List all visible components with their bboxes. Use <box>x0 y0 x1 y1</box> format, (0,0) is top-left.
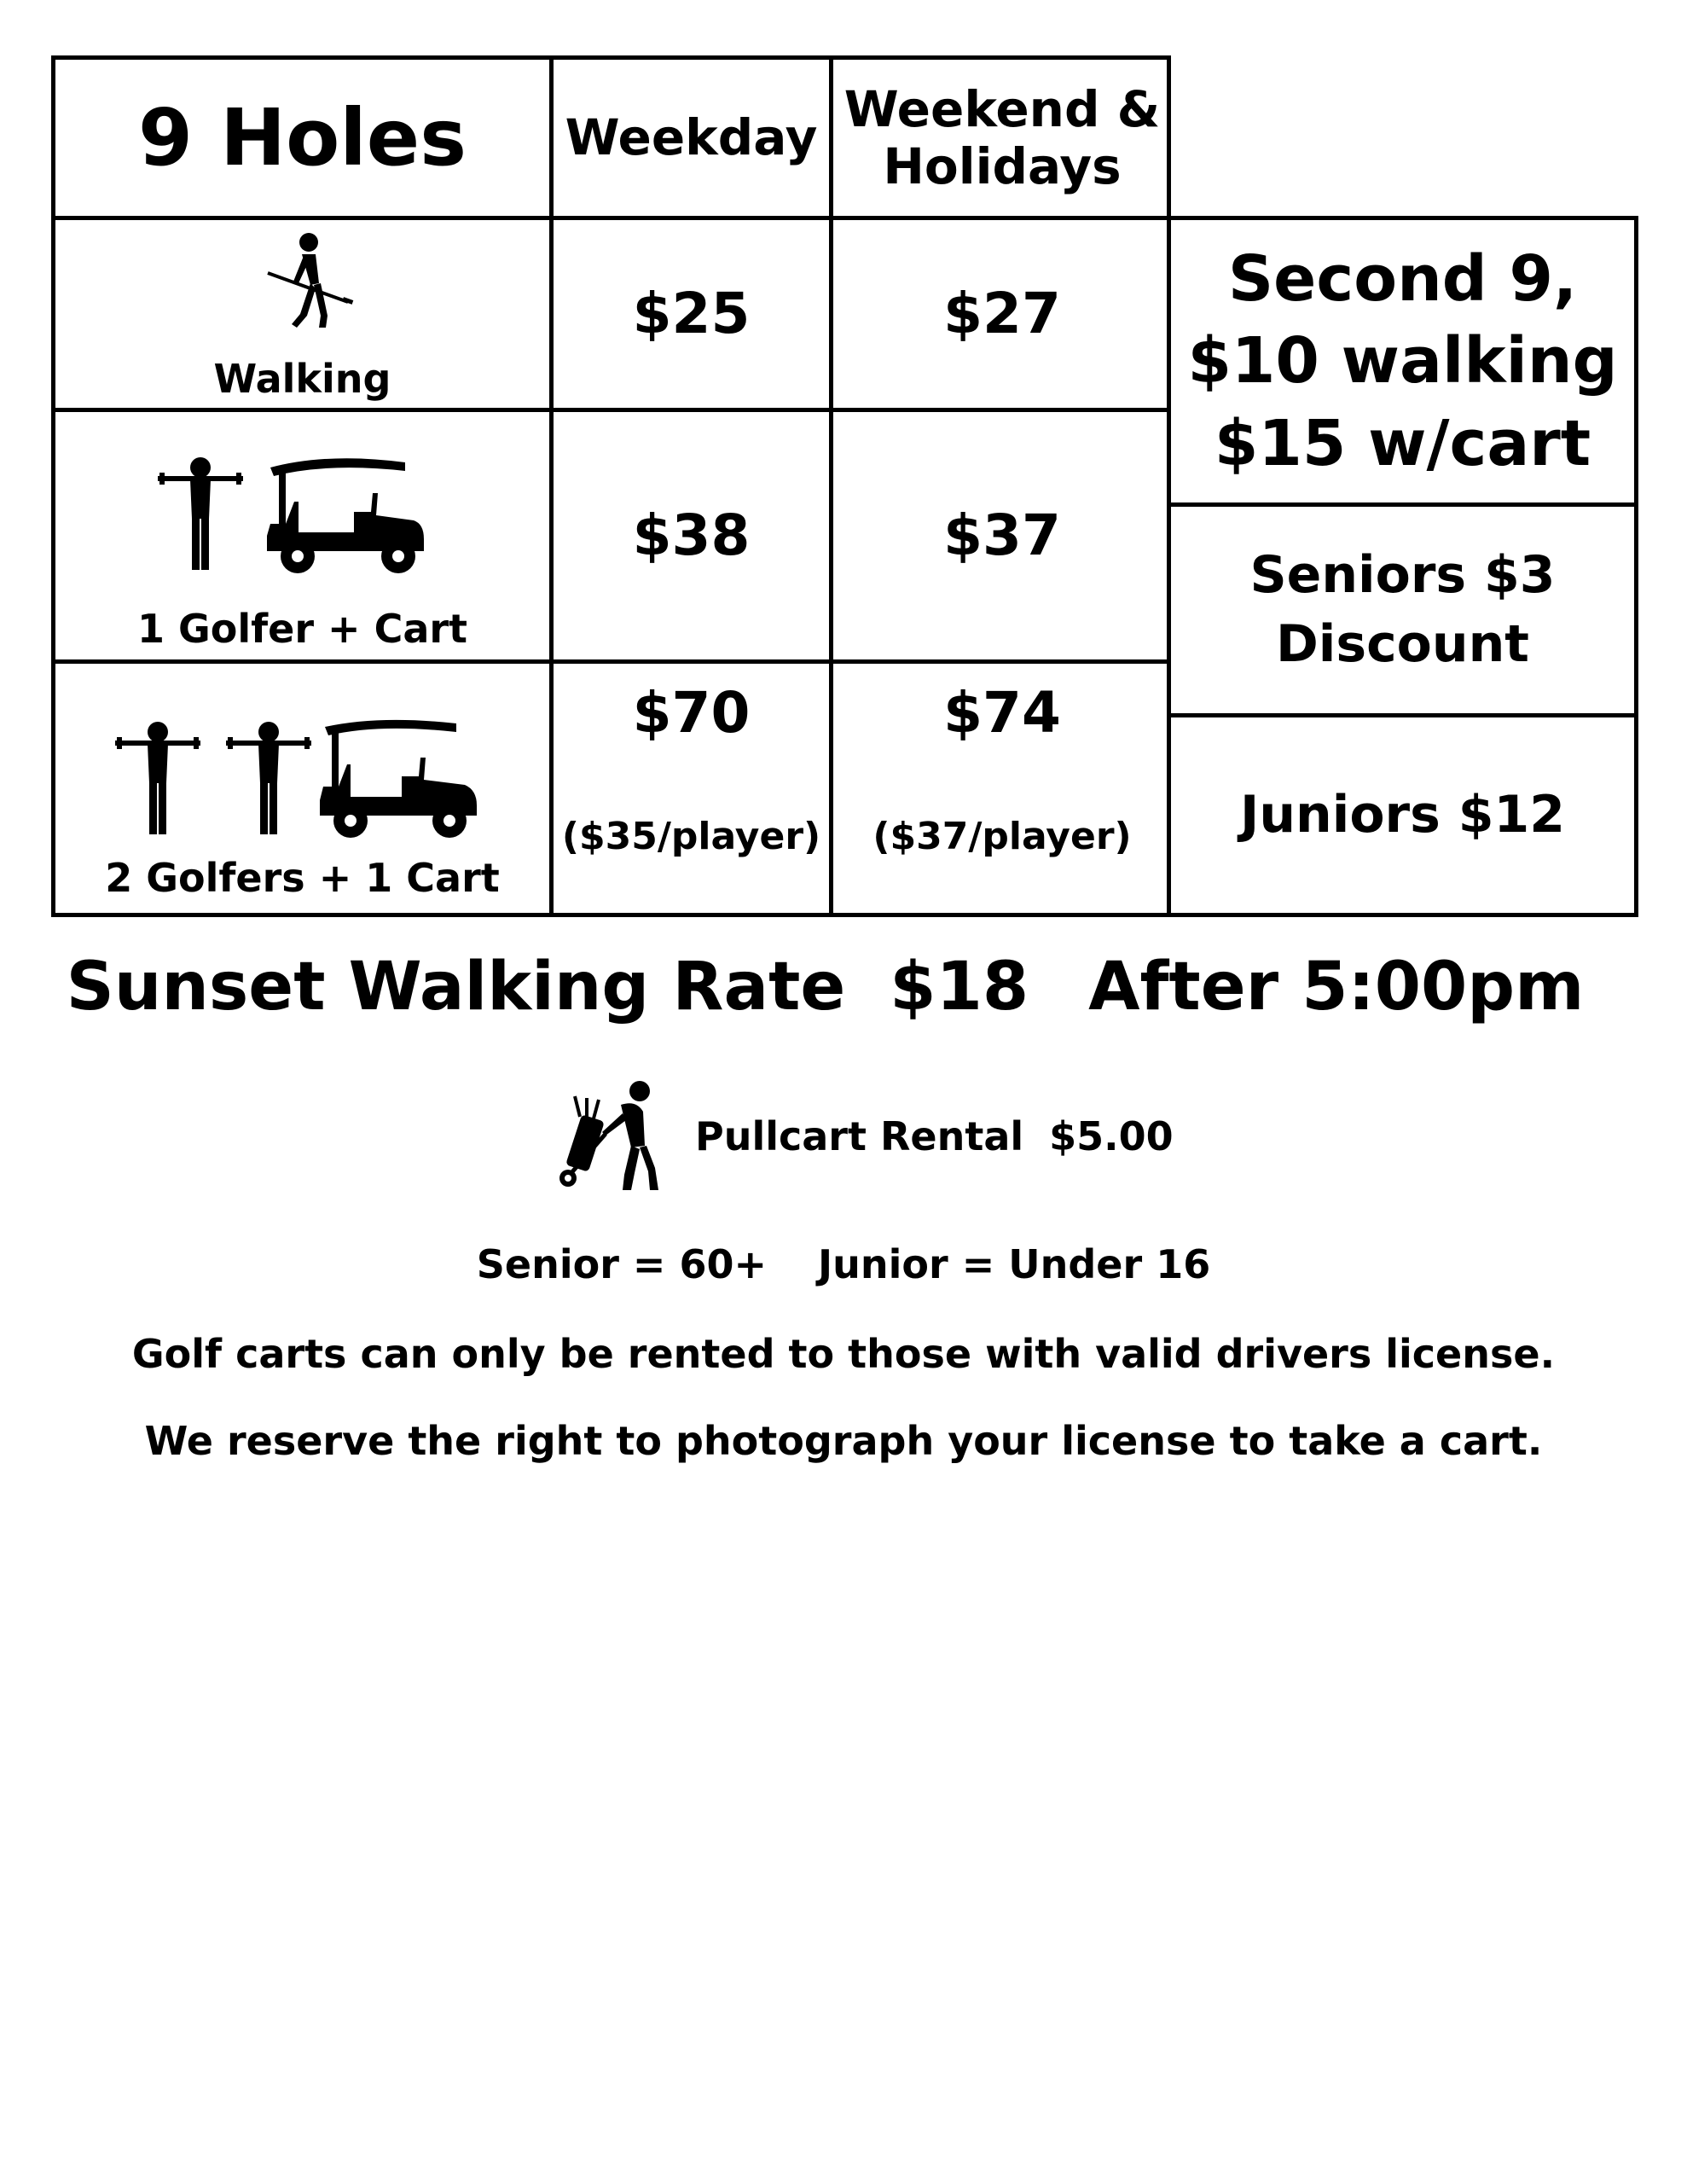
row-one-golfer-label: 1 Golfer + Cart <box>136 606 468 652</box>
seniors-line2: Discount <box>1276 614 1529 674</box>
row-one-golfer-weekday-price: $38 <box>632 502 751 569</box>
seniors-line1: Seniors $3 <box>1249 545 1556 605</box>
row-walking-weekday-cell <box>554 220 833 412</box>
row-walking-weekend-price: $27 <box>943 281 1061 347</box>
header-weekend-cell <box>833 60 1171 220</box>
header-weekday-cell <box>554 60 833 220</box>
weekday-header: Weekday <box>565 108 818 167</box>
license-note-1: Golf carts can only be rented to those with valid drivers license. <box>131 1331 1556 1377</box>
row-two-golfers-weekend-note: ($37/player) <box>872 815 1132 858</box>
row-walking-weekday-price: $25 <box>632 281 751 347</box>
row-two-golfers-label-cell <box>55 664 554 913</box>
header-title-cell <box>55 60 554 220</box>
seniors-discount-cell <box>1171 507 1634 717</box>
senior-definition: Senior = 60+ <box>476 1241 768 1287</box>
sunset-price: $18 <box>890 949 1029 1025</box>
row-two-golfers-weekend-price: $74 <box>943 680 1061 746</box>
row-one-golfer-weekend-cell <box>833 412 1171 664</box>
weekend-header-line1: Weekend & <box>844 79 1161 138</box>
row-one-golfer-weekday-cell <box>554 412 833 664</box>
row-walking-weekend-cell <box>833 220 1171 412</box>
pullcart-label: Pullcart Rental <box>695 1112 1024 1159</box>
junior-definition: Junior = Under 16 <box>818 1241 1211 1287</box>
row-two-golfers-weekday-price: $70 <box>632 680 751 746</box>
second-nine-line1: Second 9, <box>1227 242 1578 317</box>
sunset-time: After 5:00pm <box>1088 949 1585 1025</box>
golfer-with-cart-icon <box>158 450 448 578</box>
juniors-cell <box>1171 717 1634 913</box>
pullcart-golfer-icon <box>554 1079 665 1194</box>
row-two-golfers-label: 2 Golfers + 1 Cart <box>105 855 500 901</box>
table-title: 9 Holes <box>138 91 467 183</box>
row-one-golfer-weekend-price: $37 <box>943 502 1061 569</box>
row-two-golfers-weekday-note: ($35/player) <box>561 815 821 858</box>
row-walking-label: Walking <box>213 356 391 402</box>
second-nine-line3: $15 w/cart <box>1214 406 1591 480</box>
license-note-2: We reserve the right to photograph your license to take a cart. <box>144 1418 1543 1464</box>
weekend-header-line2: Holidays <box>883 136 1122 195</box>
pullcart-price: $5.00 <box>1049 1112 1174 1159</box>
second-nine-cell <box>1171 220 1634 507</box>
row-walking-label-cell <box>55 220 554 412</box>
row-two-golfers-weekend-cell <box>833 664 1171 913</box>
pullcart-line <box>554 1077 1174 1196</box>
sunset-rate-line <box>0 949 1650 1025</box>
juniors-price: Juniors $12 <box>1240 785 1565 845</box>
sunset-label: Sunset Walking Rate <box>66 949 846 1025</box>
age-definitions-line <box>0 1241 1687 1287</box>
walking-golfer-icon <box>247 230 358 341</box>
row-two-golfers-weekday-cell <box>554 664 833 913</box>
two-golfers-with-cart-icon <box>115 715 490 843</box>
second-nine-line2: $10 walking <box>1187 324 1618 398</box>
row-one-golfer-label-cell <box>55 412 554 664</box>
